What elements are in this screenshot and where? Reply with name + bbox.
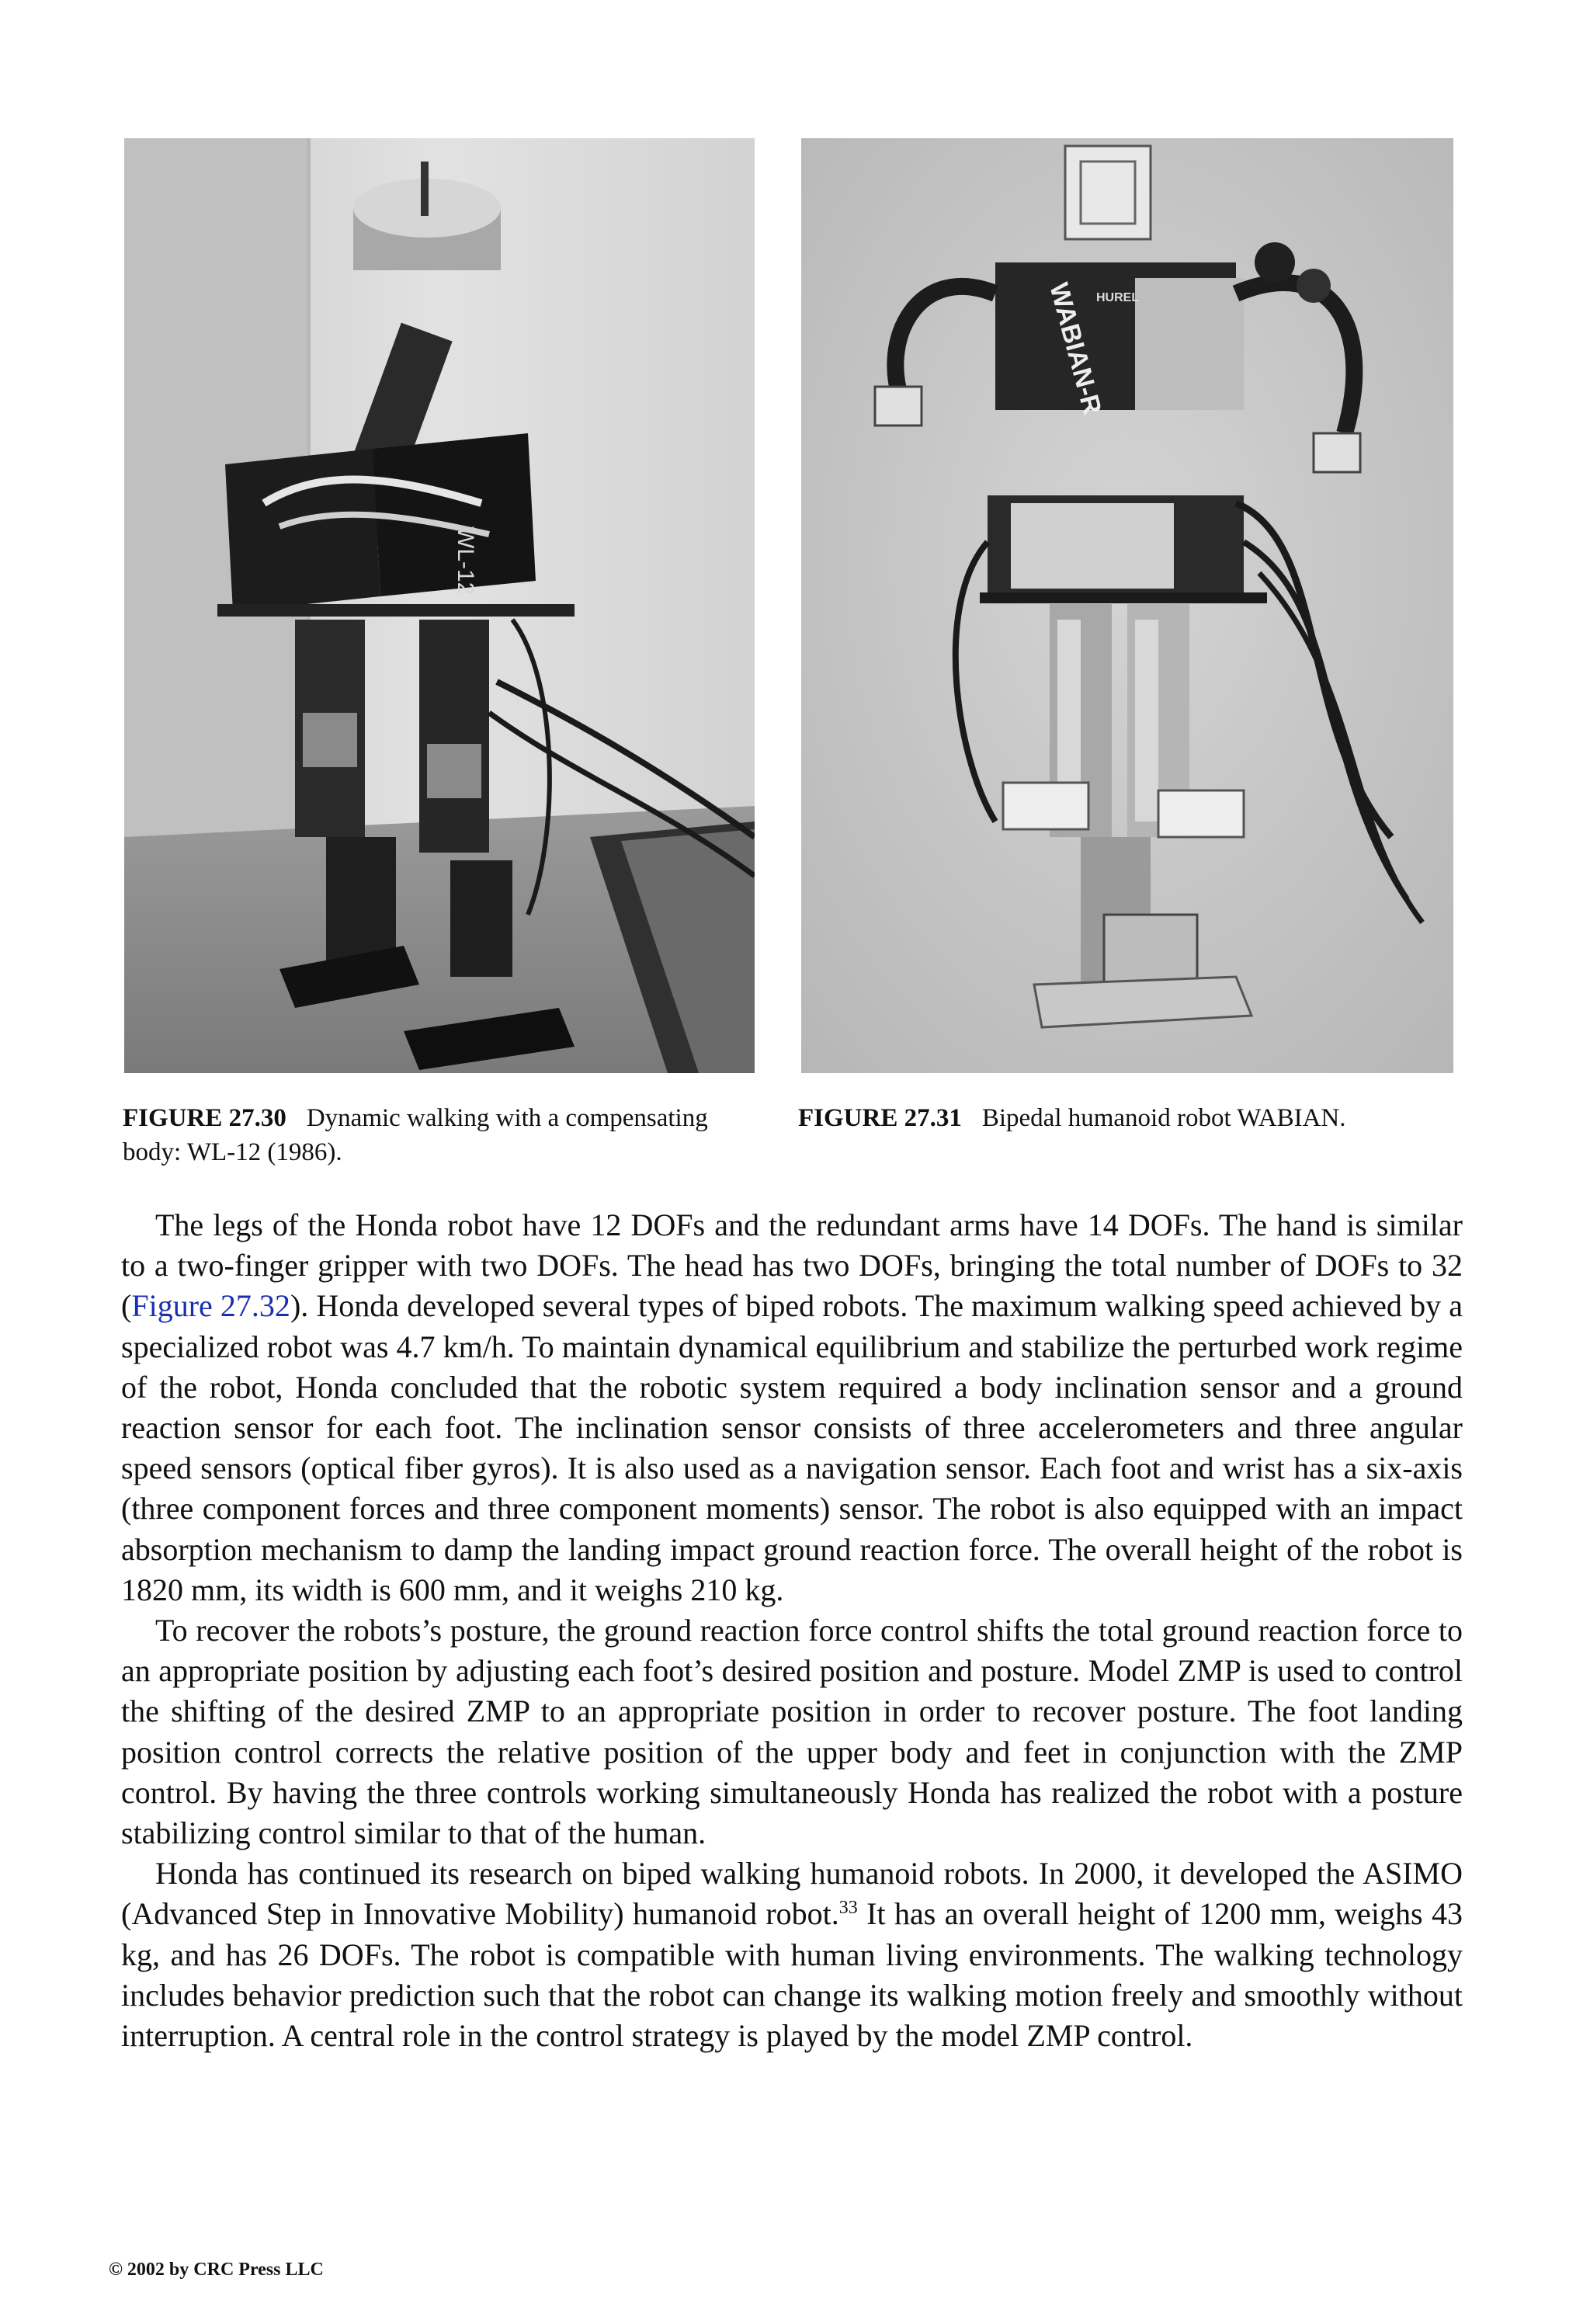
wabian-marking: WABIAN-R	[1043, 280, 1107, 418]
figure-caption-27-30	[123, 1101, 759, 1169]
paragraph: The legs of the Honda robot have 12 DOFs and the redundant arms have 14 DOFs. The hand is similar to a two-finger gripper with two DOFs. The head has two DOFs, bringing the total number of DOFs to 32 (Figure 27.32). Honda developed several types of biped robots. The maximum walking speed achieved by a specialized robot was 4.7 km/h. To maintain dynamical equilibrium and stabilize the perturbed work regime of the robot, Honda concluded that the robotic system required a body inclination sensor and a ground reaction sensor for each foot. The inclination sensor consists of three accelerometers and three angular speed sensors (optical fiber gyros). It is also used as a navigation sensor. Each foot and wrist has a six-axis (three component forces and three component moments) sensor. The robot is also equipped with an impact absorption mechanism to damp the landing impact ground reaction force. The overall height of the robot is 1820 mm, its width is 600 mm, and it weighs 210 kg.	[121, 1207, 1463, 1607]
paragraph: To recover the robots’s posture, the ground reaction force control shifts the total ground reaction force to an appropriate position by adjusting each foot’s desired position and posture. Model ZMP is used to control the shifting of the desired ZMP to an appropriate position in order to recover posture. The foot landing position control corrects the relative position of the upper body and feet in conjunction with the ZMP control. By having the three controls working simultaneously Honda has realized the robot with a posture stabilizing control similar to that of the human.	[121, 1613, 1463, 1851]
reference-superscript: 33	[838, 1898, 858, 1919]
body-text	[121, 1205, 1463, 2056]
figure-label: FIGURE 27.30	[123, 1104, 286, 1132]
figure-wabian-photo	[801, 138, 1453, 1073]
figure-label: FIGURE 27.31	[798, 1104, 962, 1132]
wl12-illustration	[124, 138, 755, 1073]
hurel-marking: HUREL	[1096, 291, 1140, 304]
figure-wl12-photo	[124, 138, 755, 1073]
figure-caption-27-31	[798, 1101, 1466, 1135]
wabian-illustration	[801, 138, 1453, 1073]
figure-link[interactable]: Figure 27.32	[131, 1288, 290, 1324]
figure-caption-text: Bipedal humanoid robot WABIAN.	[981, 1104, 1346, 1132]
figure-caption-text: Dynamic walking with a compensating body: WL-12 (1986).	[123, 1104, 708, 1166]
copyright-footer: © 2002 by CRC Press LLC	[109, 2260, 324, 2280]
paragraph: Honda has continued its research on biped walking humanoid robots. In 2000, it developed the ASIMO (Advanced Step in Innovative Mobility) humanoid robot.$^{33}$ It has an overall height of 1200 mm, weighs 43 kg, and has 26 DOFs. The robot is compatible with human living environments. The walking technology includes behavior prediction such that the robot can change its walking motion freely and smoothly without interruption. A central role in the control strategy is played by the model ZMP control.	[121, 1856, 1463, 2054]
wl12-marking: WL-12	[453, 526, 478, 596]
